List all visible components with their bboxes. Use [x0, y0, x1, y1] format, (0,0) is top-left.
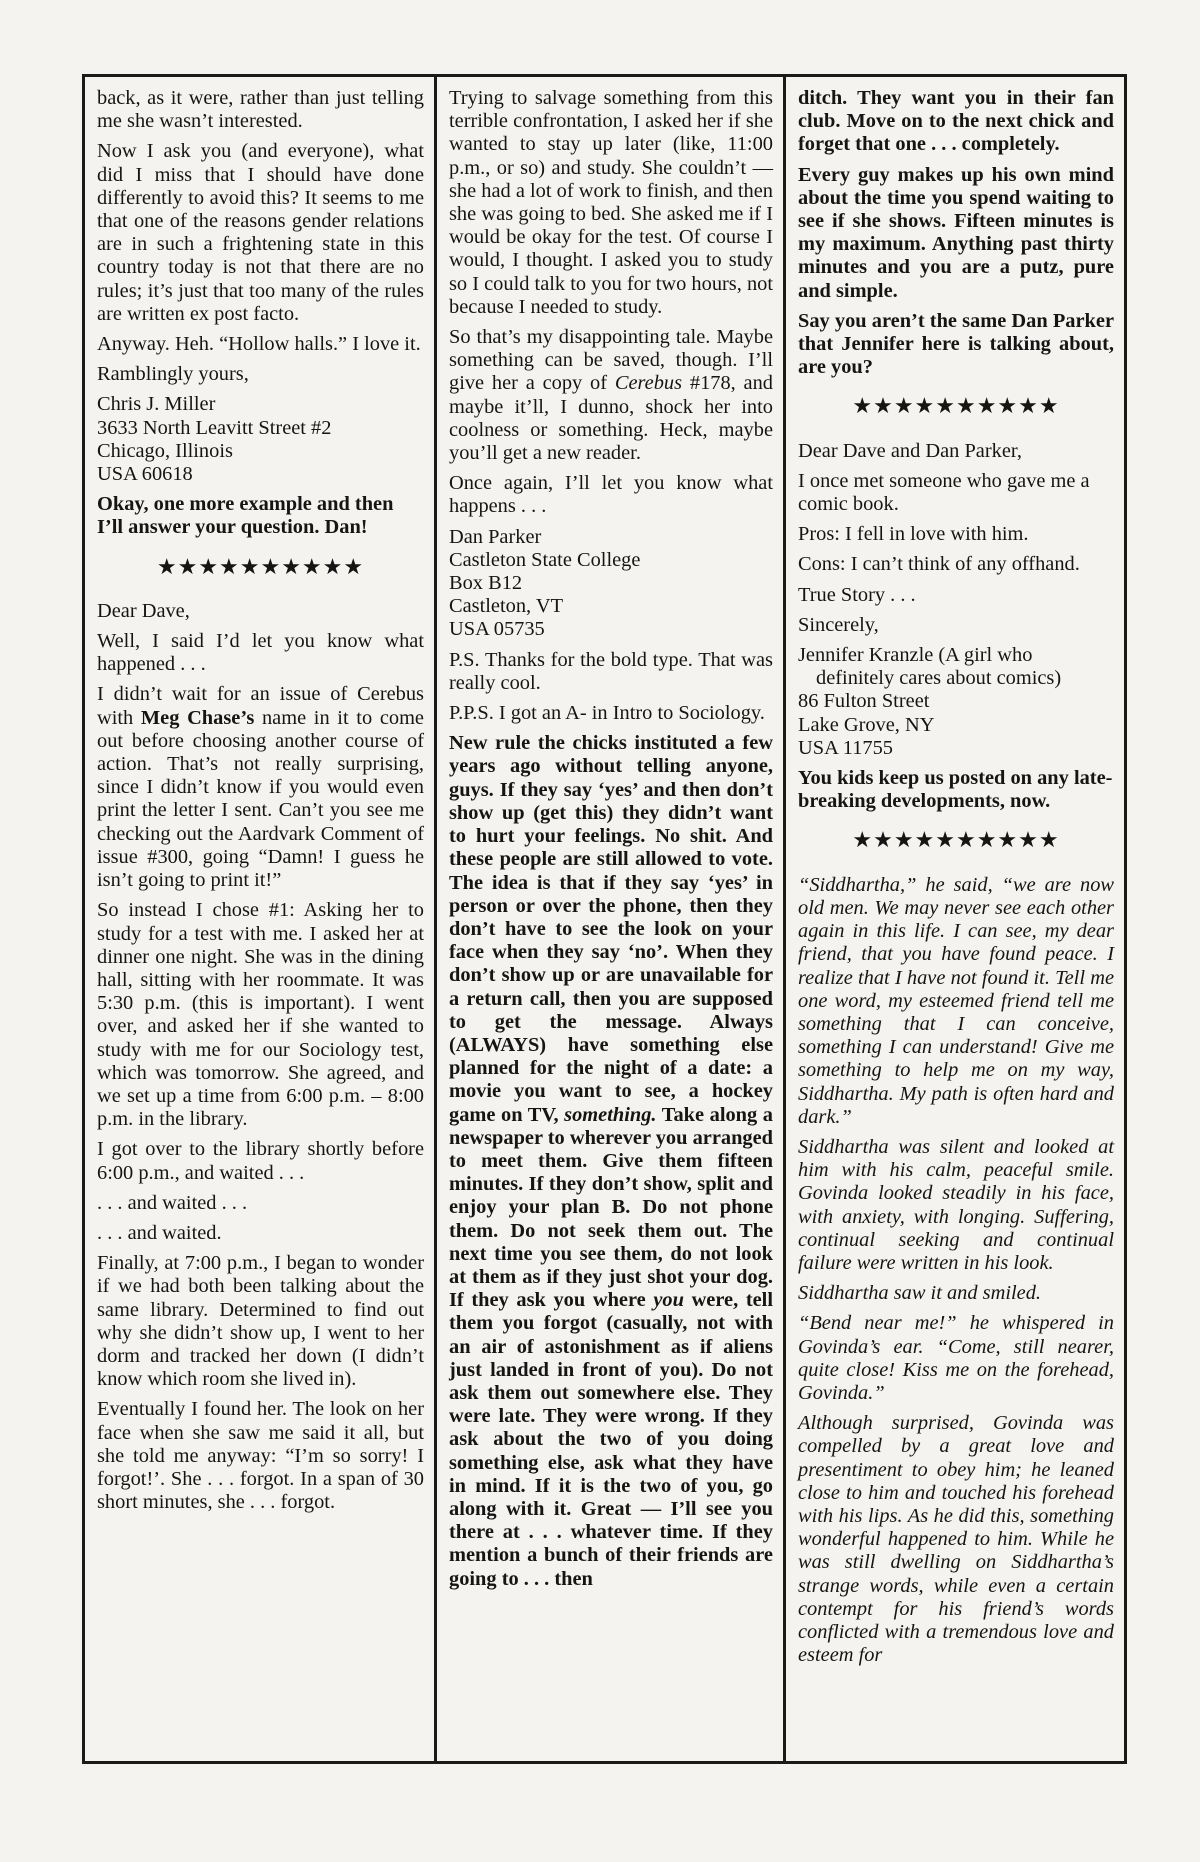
address-name-note: definitely cares about comics): [816, 667, 1062, 690]
quote-paragraph: Siddhartha saw it and smiled.: [798, 1282, 1042, 1305]
letter-paragraph: back, as it were, rather than just telling me she wasn’t interested.: [97, 87, 424, 133]
letter-postscript: P.S. Thanks for the bold type. That was really cool.: [449, 648, 773, 694]
bold-name: Meg Chase’s: [140, 706, 255, 729]
text-run: were, tell them you forgot (casually, not with an air of astonishment as if aliens just landed in front of you). Do not ask them out somewhere else. They were late. They were wrong. If they ask about the two of you doing something else, ask what they have in mind. If it is the two of you, go along with it. Great — I’ll see you there at . . . whatever time. If they mention a bunch of their friends are going to . . . then: [449, 1289, 773, 1590]
letter-paragraph: Well, I said I’d let you know what happened . . .: [97, 630, 424, 676]
text-run: name in it to come out before choosing another course of action. That’s not really surprising, since I didn’t know if you would even print the letter I sent. Can’t you see me checking out the Aardvark Comment of issue #300, going “Damn! I guess he isn’t going to print it!”: [97, 706, 424, 892]
editor-reply: [449, 732, 773, 1591]
text-run: Take along a newspaper to wherever you arranged to meet them. Give them fifteen minutes. If they don’t show, split and enjoy your plan B. Do not phone them. Do not seek them out. The next time you see them, do not look at them as if they just shot your dog. If they ask you where: [449, 1103, 774, 1312]
letter-address: [449, 526, 773, 642]
letter-salutation: Dear Dave,: [97, 599, 190, 622]
address-name: Jennifer Kranzle (A girl who: [798, 644, 1033, 667]
address-city: Chicago, Illinois: [97, 439, 233, 462]
address-name: Chris J. Miller: [97, 393, 216, 416]
letter-paragraph: Once again, I’ll let you know what happens . . .: [449, 472, 773, 518]
letter-paragraph: So instead I chose #1: Asking her to study for a test with me. I asked her at dinner one night. She was in the dining hall, sitting with her roommate. It was 5:30 p.m. (this is important). I went over, and asked her if she wanted to study with me for our Sociology test, which was tomorrow. She agreed, and we set up a time from 6:00 p.m. – 8:00 p.m. in the library.: [97, 899, 424, 1131]
letter-address: [97, 393, 424, 486]
text-run: #178, and maybe it’ll, I dunno, shock her into coolness or something. Heck, maybe you’ll get a new reader.: [449, 372, 773, 465]
letter-signoff: Sincerely,: [798, 613, 879, 636]
editor-reply: Say you aren’t the same Dan Parker that Jennifer here is talking about, are you?: [798, 309, 1114, 379]
editor-reply: ditch. They want you in their fan club. Move on to the next chick and forget that one . . . completely.: [798, 87, 1114, 156]
address-box: Box B12: [449, 572, 523, 595]
text-run: New rule the chicks instituted a few years ago without telling anyone, guys. If they say ‘yes’ and then don’t show up (get this) they didn’t want to hurt your feelings. No shit. And these people are still allowed to vote. The idea is that if they say ‘yes’ in person or over the phone, then they don’t have to see the look on your face when they say ‘no’. When they don’t show up or are unavailable for a return call, then you are supposed to get the message. Always (ALWAYS) have something else planned for the night of a date: a movie you want to see, a hockey game on TV,: [449, 732, 773, 1126]
letter-paragraph: Finally, at 7:00 p.m., I began to wonder if we had both been talking about the same library. Determined to find out why she didn’t show up, I went to her dorm and tracked her down (I didn’t know which room she lived in).: [97, 1252, 424, 1391]
letter-paragraph: [449, 326, 773, 465]
quote-paragraph: Although surprised, Govinda was compelled by a great love and presentiment to obey him; he leaned close to him and touched his forehead with his lips. As he did this, something wonderful happened to him. While he was still dwelling on Siddhartha’s strange words, while even a certain contempt for his friend’s words conflicted with a tremendous love and esteem for: [798, 1412, 1114, 1667]
letter-paragraph: Trying to salvage something from this terrible confrontation, I asked her if she wanted to stay up later (like, 11:00 p.m., or so) and study. She couldn’t — she had a lot of work to finish, and then she was going to bed. She asked me if I would be okay for the test. Of course I would, I thought. I asked you to study so I could talk to you for two hours, not because I needed to study.: [449, 87, 773, 318]
quote-paragraph: Siddhartha was silent and looked at him with his calm, peaceful smile. Govinda looked steadily in his face, with anxiety, with longing. Suffering, continual seeking and continual failure were written in his look.: [798, 1135, 1114, 1274]
text-run: you: [653, 1289, 684, 1312]
letter-paragraph: Pros: I fell in love with him.: [798, 523, 1029, 546]
letter-paragraph: I got over to the library shortly before 6:00 p.m., and waited . . .: [97, 1138, 424, 1184]
address-city: Castleton, VT: [449, 595, 564, 618]
letter-paragraph: Cons: I can’t think of any offhand.: [798, 553, 1080, 576]
address-college: Castleton State College: [449, 548, 641, 571]
letter-paragraph: Eventually I found her. The look on her face when she saw me said it all, but she told me anyway: “I’m so sorry! I forgot!’. She . . . forgot. In a span of 30 short minutes, she . . . forgot.: [97, 1398, 424, 1514]
column-1: [85, 77, 434, 1761]
letter-paragraph: [97, 683, 424, 892]
letter-paragraph: True Story . . .: [798, 583, 916, 606]
letter-paragraph: . . . and waited . . .: [97, 1191, 248, 1214]
letter-address: [798, 644, 1114, 760]
star-divider: ★★★★★★★★★★: [852, 393, 1060, 419]
address-zip: USA 60618: [97, 463, 193, 486]
quote-paragraph: “Siddhartha,” he said, “we are now old men. We may never see each other again in this life. I can see, my dear friend, that you have found peace. I realize that I have not found it. Tell me one word, my esteemed friend tell me something that I can conceive, something I can understand! Give me something to help me on my way, Siddhartha. My path is often hard and dark.”: [798, 873, 1114, 1128]
text-run: something.: [564, 1103, 657, 1126]
letter-signoff: Ramblingly yours,: [97, 363, 249, 386]
quote-paragraph: “Bend near me!” he whispered in Govinda’s ear. “Come, still nearer, quite close! Kiss me on the forehead, Govinda.”: [798, 1312, 1114, 1404]
column-2: [434, 77, 783, 1761]
editor-reply: Every guy makes up his own mind about the time you spend waiting to see if she shows. Fifteen minutes is my maximum. Anything past thirty minutes and you are a putz, pure and simple.: [798, 163, 1114, 302]
text-run: So that’s my disappointing tale. Maybe something can be saved, though. I’ll give her a copy of: [449, 326, 773, 395]
letter-paragraph: I once met someone who gave me a comic book.: [798, 469, 1090, 516]
letter-paragraph: Now I ask you (and everyone), what did I miss that I should have done differently to avoid this? It seems to me that one of the reasons gender relations are in such a frightening state in this country today is not that there are no rules; it’s just that too many of the rules are written ex post facto.: [97, 140, 424, 325]
address-street: 86 Fulton Street: [798, 690, 930, 713]
text-run: I didn’t wait for an issue of Cerebus with: [97, 683, 424, 729]
letter-salutation: Dear Dave and Dan Parker,: [798, 439, 1022, 462]
address-city: Lake Grove, NY: [798, 713, 935, 736]
letter-postscript: P.P.S. I got an A- in Intro to Sociology.: [449, 702, 765, 725]
address-name: Dan Parker: [449, 525, 542, 548]
column-3: [783, 77, 1124, 1761]
letter-paragraph: Anyway. Heh. “Hollow halls.” I love it.: [97, 333, 421, 356]
address-zip: USA 11755: [798, 736, 893, 759]
editor-reply: Okay, one more example and then I’ll answer your question. Dan!: [97, 493, 394, 539]
star-divider: ★★★★★★★★★★: [852, 827, 1060, 853]
letter-paragraph: . . . and waited.: [97, 1221, 222, 1244]
address-zip: USA 05735: [449, 618, 545, 641]
star-divider: ★★★★★★★★★★: [156, 553, 365, 579]
editor-reply: You kids keep us posted on any late-breaking developments, now.: [798, 767, 1113, 813]
address-street: 3633 North Leavitt Street #2: [97, 416, 332, 439]
italic-title: Cerebus: [614, 372, 683, 395]
letters-page-frame: [82, 74, 1127, 1764]
